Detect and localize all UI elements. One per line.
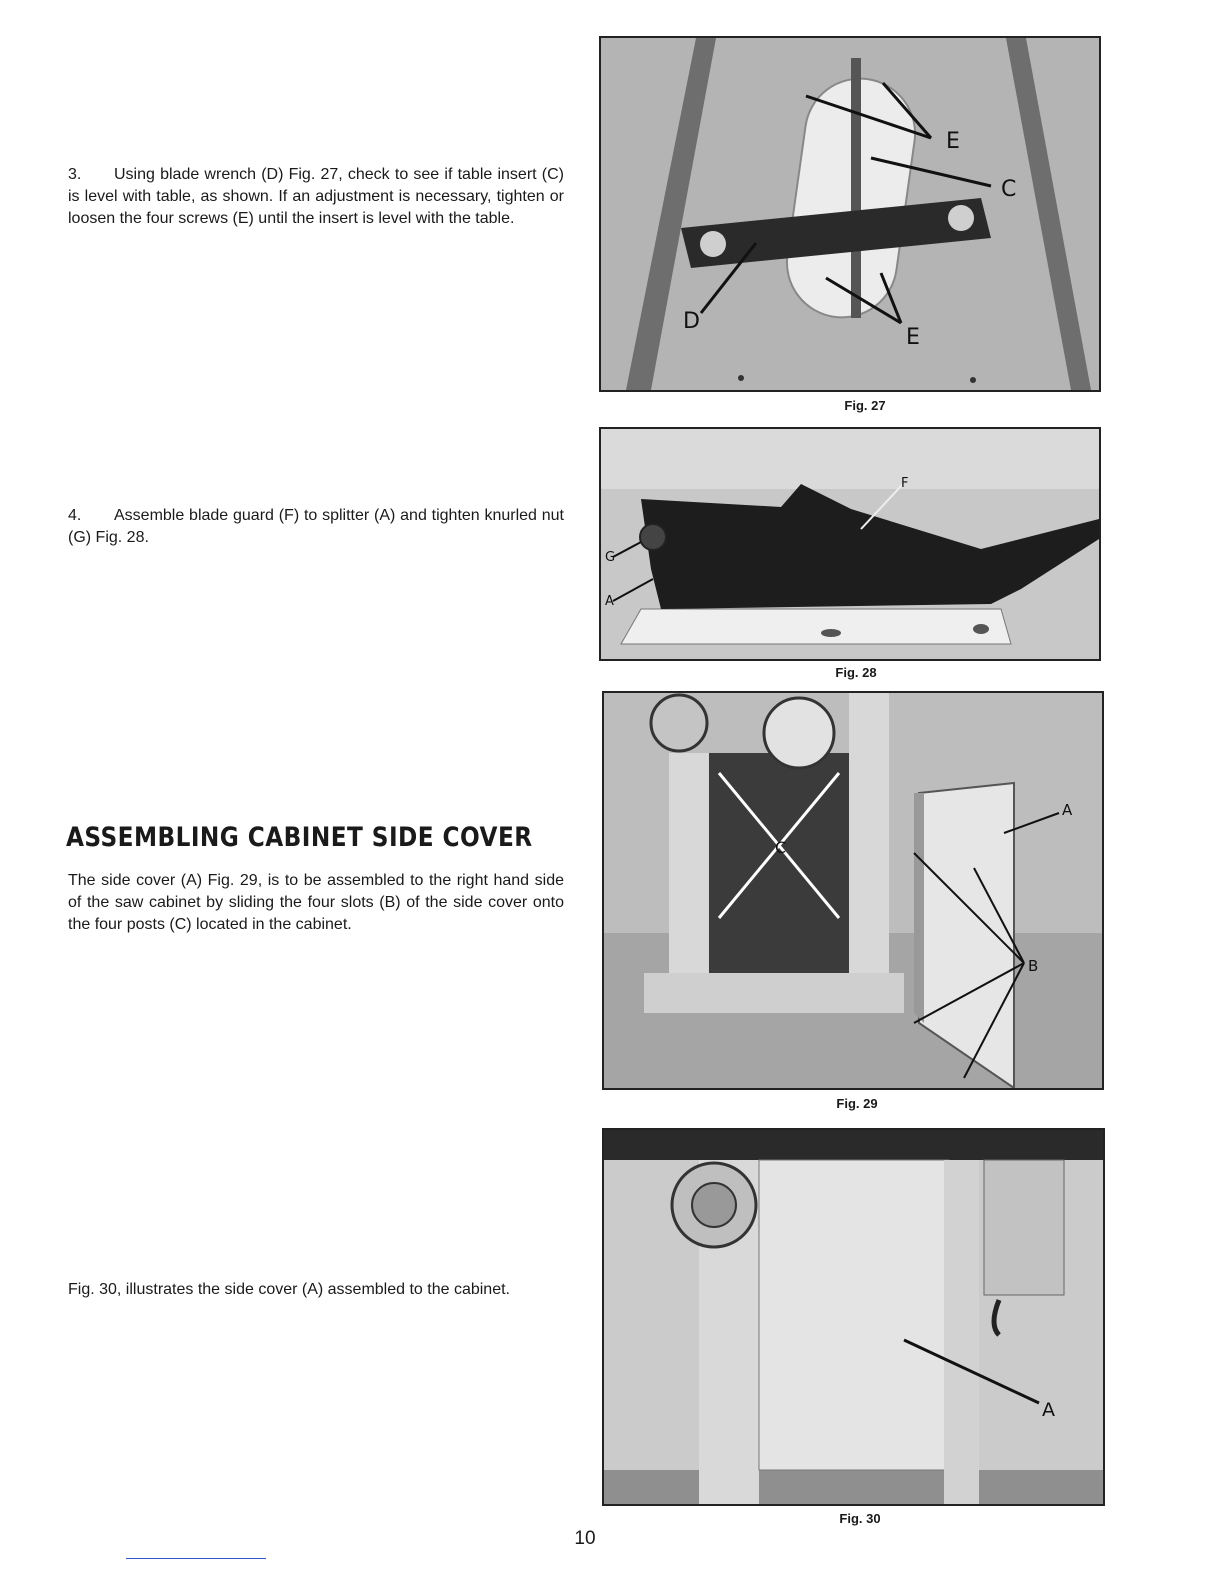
section-body: The side cover (A) Fig. 29, is to be assembled to the right hand side of the saw cabinet by sliding the four slots (B) of the side cover onto the four posts (C) located in the cabinet. bbox=[68, 872, 564, 933]
step-4-number: 4. bbox=[68, 507, 82, 524]
fig28-illustration bbox=[601, 429, 1099, 659]
fig28-callout-a: A bbox=[605, 594, 614, 609]
fig27-callout-d: D bbox=[683, 309, 700, 334]
fig27-callout-e-top: E bbox=[946, 129, 960, 154]
fig28-caption: Fig. 28 bbox=[835, 665, 877, 680]
fig29-caption: Fig. 29 bbox=[836, 1096, 878, 1111]
step-4-text: Assemble blade guard (F) to splitter (A) and tighten knurled nut (G) Fig. 28. bbox=[68, 507, 564, 546]
section-heading: ASSEMBLING CABINET SIDE COVER bbox=[66, 822, 533, 853]
fig27-callout-e-bottom: E bbox=[906, 325, 920, 350]
fig29-callout-c: C bbox=[775, 838, 787, 857]
fig28-callout-f: F bbox=[901, 476, 909, 491]
page-number: 10 bbox=[574, 1528, 596, 1549]
fig29-callout-a: A bbox=[1062, 801, 1073, 819]
step-4-paragraph bbox=[68, 505, 564, 549]
fig30-illustration bbox=[604, 1130, 1103, 1504]
fig27-photo bbox=[599, 36, 1101, 392]
fig29-illustration bbox=[604, 693, 1102, 1088]
fig30-callout-a: A bbox=[1042, 1399, 1055, 1421]
fig30-caption: Fig. 30 bbox=[839, 1511, 881, 1526]
fig27-callout-c: C bbox=[1001, 177, 1017, 202]
step-3-paragraph bbox=[68, 164, 564, 230]
footer-rule bbox=[126, 1558, 266, 1559]
fig27-caption: Fig. 27 bbox=[844, 398, 886, 413]
step-3-text: Using blade wrench (D) Fig. 27, check to see if table insert (C) is level with table, as shown. If an adjustment is necessary, tighten or loosen the four screws (E) until the insert is level with the table. bbox=[68, 166, 564, 227]
fig30-photo bbox=[602, 1128, 1105, 1506]
fig28-photo bbox=[599, 427, 1101, 661]
fig29-callout-b: B bbox=[1028, 957, 1039, 975]
fig28-callout-g: G bbox=[605, 550, 616, 565]
fig27-illustration bbox=[601, 38, 1099, 390]
step-3-number: 3. bbox=[68, 166, 82, 183]
fig30-note: Fig. 30, illustrates the side cover (A) assembled to the cabinet. bbox=[68, 1281, 510, 1298]
fig29-photo bbox=[602, 691, 1104, 1090]
